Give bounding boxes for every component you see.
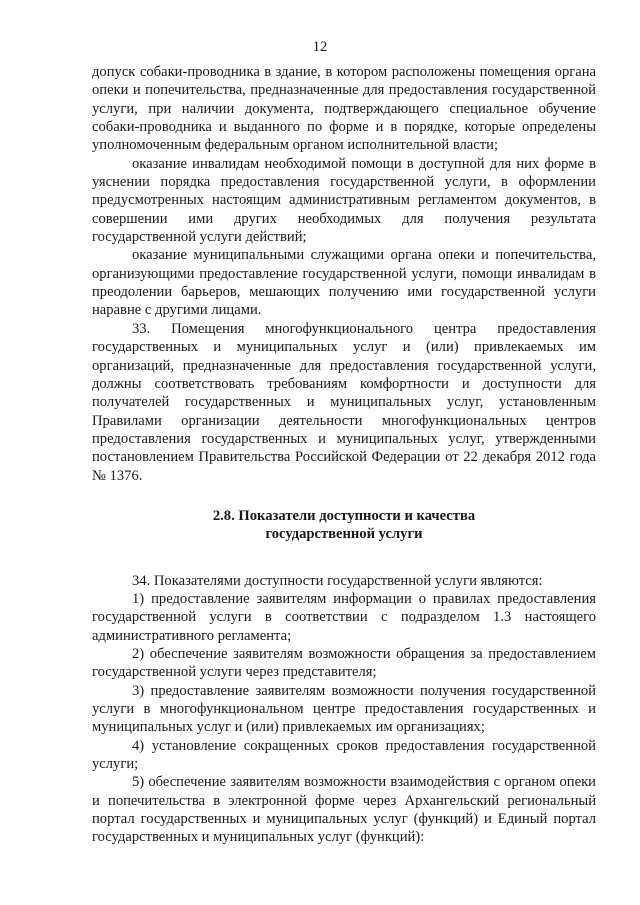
list-item-2: 2) обеспечение заявителям возможности обращения за предоставлением государственной услуги через представителя; [92, 645, 596, 681]
section-heading-line2: государственной услуги [265, 526, 423, 543]
paragraph-municipal-help: оказание муниципальными служащими органа опеки и попечительства, организующими предоставление государственной услуги, помощи инвалидам в преодолении барьеров, мешающих получению ими государственной услуги наравне с другими лицами. [92, 247, 596, 319]
list-item-5: 5) обеспечение заявителям возможности взаимодействия с органом опеки и попечительства в электронной форме через Архангельский региональный портал государственных и муниципальных услуг (функций) и Единый портал государственных и муниципальных услуг (функций): [92, 774, 596, 846]
section-heading-line1: 2.8. Показатели доступности и качества [212, 507, 476, 524]
paragraph-assistance: оказание инвалидам необходимой помощи в доступной для них форме в уяснении порядка предоставления государственной услуги, в оформлении предусмотренных настоящим административным регламентом документов, в совершении ими других необходимых для получения результата государственной услуги действий; [92, 155, 596, 246]
section-heading [92, 485, 596, 572]
paragraph-34: 34. Показателями доступности государственной услуги являются: [132, 572, 543, 589]
page-number: 12 [312, 39, 328, 55]
paragraph-guide-dog: допуск собаки-проводника в здание, в котором расположены помещения органа опеки и попечительства, предназначенные для предоставления государственной услуги, при наличии документа, подтверждающего специальное обучение собаки-проводника и выданного по форме и в порядке, которые определены уполномоченным федеральным органом исполнительной власти; [92, 64, 596, 154]
document-body [92, 63, 596, 847]
paragraph-33: 33. Помещения многофункционального центра предоставления государственных и муниципальных услуг и (или) привлекаемых им организаций, предназначенные для предоставления государственной услуги, должны соответствовать требованиям комфортности и доступности для получателей государственных и муниципальных услуг, установленным Правилами организации деятельности многофункциональных центров предоставления государственных и муниципальных услуг, утвержденными постановлением Правительства Российской Федерации от 22 декабря 2012 года № 1376. [92, 320, 596, 484]
list-item-3: 3) предоставление заявителям возможности получения государственной услуги в многофункциональном центре предоставления государственных и муниципальных услуг и (или) привлекаемых им организациях; [92, 682, 596, 736]
list-item-1: 1) предоставление заявителям информации о правилах предоставления государственной услуги в соответствии с подразделом 1.3 настоящего административного регламента; [92, 590, 596, 644]
list-item-4: 4) установление сокращенных сроков предоставления государственной услуги; [92, 737, 596, 773]
